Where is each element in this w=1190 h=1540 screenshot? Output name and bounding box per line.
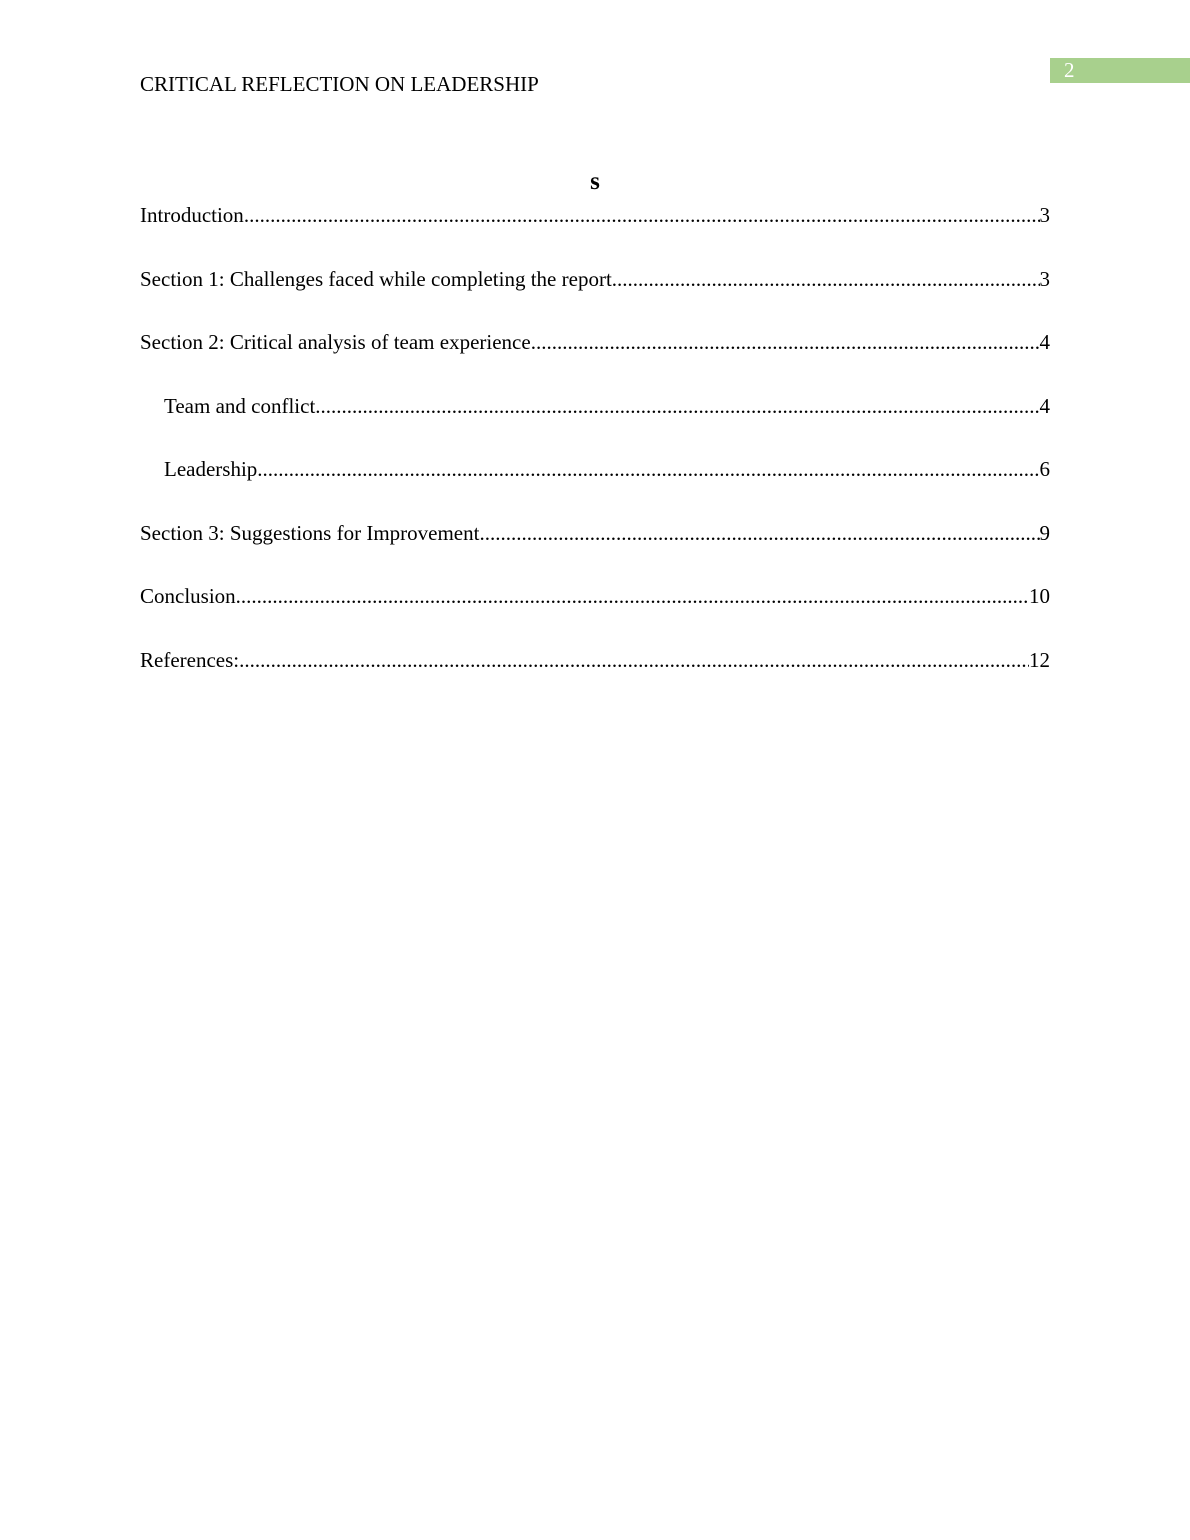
toc-entry-label: Section 1: Challenges faced while completing the report xyxy=(140,266,612,291)
toc-dot-leader xyxy=(239,646,1029,674)
toc-entry-references[interactable] xyxy=(140,646,1050,710)
toc-entry-page: 9 xyxy=(1039,520,1050,545)
toc-entry-label: Conclusion xyxy=(140,584,236,608)
toc-entry-conclusion[interactable] xyxy=(140,582,1050,646)
table-of-contents xyxy=(140,201,1050,709)
toc-entry-label: References: xyxy=(140,647,240,672)
toc-heading: s xyxy=(590,168,600,195)
page-number: 2 xyxy=(1064,58,1075,82)
toc-entry-section-1[interactable] xyxy=(140,265,1050,329)
toc-entry-introduction[interactable] xyxy=(140,201,1050,265)
toc-entry-section-2[interactable] xyxy=(140,328,1050,392)
toc-entry-label: Section 3: Suggestions for Improvement xyxy=(140,520,480,545)
toc-entry-page: 12 xyxy=(1029,647,1050,672)
toc-dot-leader xyxy=(612,265,1040,293)
toc-entry-label: Team and conflict xyxy=(164,393,316,418)
toc-entry-section-3[interactable] xyxy=(140,519,1050,583)
toc-dot-leader xyxy=(479,519,1039,547)
toc-entry-leadership[interactable] xyxy=(140,455,1050,519)
toc-entry-page: 3 xyxy=(1039,203,1050,227)
toc-dot-leader xyxy=(244,201,1040,229)
page-number-tab xyxy=(1050,58,1190,83)
toc-entry-team-and-conflict[interactable] xyxy=(140,392,1050,456)
toc-dot-leader xyxy=(236,582,1029,610)
toc-entry-page: 4 xyxy=(1039,393,1050,418)
toc-dot-leader xyxy=(257,455,1039,483)
toc-entry-label: Introduction xyxy=(140,203,244,227)
toc-entry-page: 3 xyxy=(1039,266,1050,291)
toc-entry-page: 10 xyxy=(1029,584,1050,608)
toc-entry-page: 4 xyxy=(1039,330,1050,354)
running-head: CRITICAL REFLECTION ON LEADERSHIP xyxy=(140,72,539,96)
toc-dot-leader xyxy=(315,392,1039,420)
toc-entry-page: 6 xyxy=(1039,457,1050,481)
toc-entry-label: Leadership xyxy=(164,457,258,481)
toc-dot-leader xyxy=(531,328,1040,356)
toc-entry-label: Section 2: Critical analysis of team experience xyxy=(140,330,531,354)
